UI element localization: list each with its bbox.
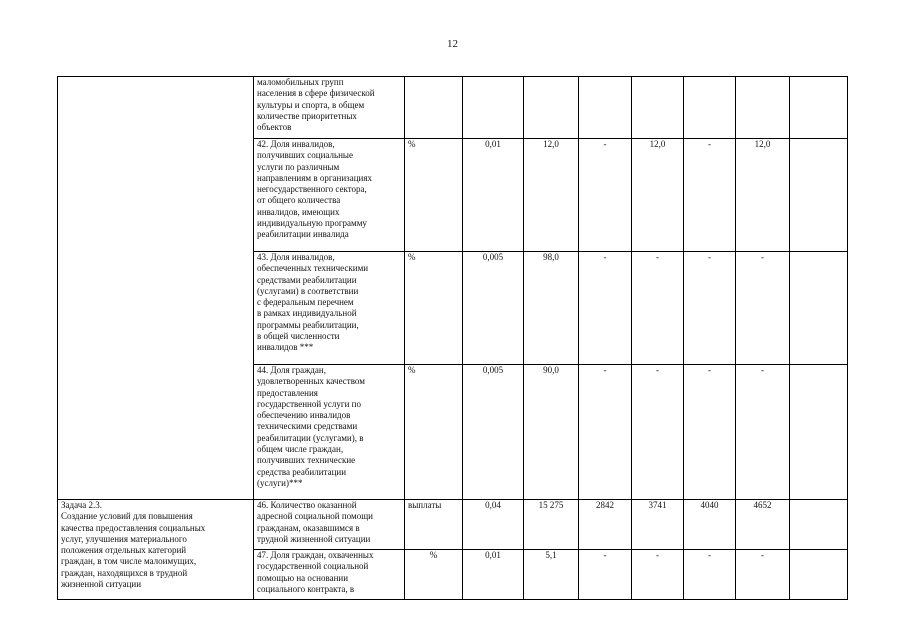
year-value-cell [790,365,848,500]
indicator-cell: 43. Доля инвалидов, обеспеченных техническими средствами реабилитации (услугами) в соответствии с федеральным перечнем в рамках индивидуальной программы реабилитации, в общей численности инвалидов *** [254,252,405,365]
weight-cell: 0,01 [463,550,524,600]
weight-cell: 0,04 [463,500,524,550]
indicator-cell: 47. Доля граждан, охваченных государственной социальной помощью на основании социального контракта, в [254,550,405,600]
weight-cell: 0,01 [463,139,524,252]
unit-cell: % [405,365,463,500]
year-value-cell: - [736,252,790,365]
unit-cell: % [405,550,463,600]
year-value-cell: - [579,550,632,600]
year-value-cell: - [684,252,736,365]
year-value-cell: - [736,550,790,600]
base-value-cell: 90,0 [524,365,579,500]
table-row [58,500,848,550]
indicator-cell: маломобильных групп населения в сфере физической культуры и спорта, в общем количестве приоритетных объектов [254,77,405,139]
year-value-cell: - [684,365,736,500]
indicator-cell: 46. Количество оказанной адресной социальной помощи гражданам, оказавшимся в трудной жизненной ситуации [254,500,405,550]
task-cell: Задача 2.3. Создание условий для повышения качества предоставления социальных услуг, улучшения материального положения отдельных категорий граждан, в том числе малоимущих, граждан, находящихся в трудной жизненной ситуации [58,500,254,600]
year-value-cell: - [632,252,684,365]
year-value-cell: - [632,550,684,600]
weight-cell [463,77,524,139]
year-value-cell: - [579,139,632,252]
table-row [58,77,848,139]
year-value-cell [736,77,790,139]
year-value-cell: 4040 [684,500,736,550]
year-value-cell [790,139,848,252]
weight-cell: 0,005 [463,365,524,500]
indicators-table [57,76,848,600]
unit-cell: выплаты [405,500,463,550]
indicator-cell: 44. Доля граждан, удовлетворенных качеством предоставления государственной услуги по обеспечению инвалидов техническими средствами реабилитации (услугами), в общем числе граждан, получивших технические средства реабилитации (услуги)*** [254,365,405,500]
unit-cell [405,77,463,139]
page-number: 12 [447,38,458,50]
year-value-cell [632,77,684,139]
year-value-cell: 12,0 [632,139,684,252]
year-value-cell: 12,0 [736,139,790,252]
year-value-cell [790,550,848,600]
year-value-cell [790,500,848,550]
year-value-cell: - [579,252,632,365]
year-value-cell: - [632,365,684,500]
base-value-cell: 12,0 [524,139,579,252]
weight-cell: 0,005 [463,252,524,365]
year-value-cell: - [579,365,632,500]
unit-cell: % [405,252,463,365]
year-value-cell: 3741 [632,500,684,550]
base-value-cell [524,77,579,139]
task-cell-empty [58,77,254,500]
year-value-cell [790,252,848,365]
base-value-cell: 98,0 [524,252,579,365]
unit-cell: % [405,139,463,252]
year-value-cell: 2842 [579,500,632,550]
base-value-cell: 5,1 [524,550,579,600]
year-value-cell: - [736,365,790,500]
year-value-cell [579,77,632,139]
base-value-cell: 15 275 [524,500,579,550]
year-value-cell: 4652 [736,500,790,550]
year-value-cell [684,77,736,139]
indicator-cell: 42. Доля инвалидов, получивших социальные услуги по различным направлениям в организациях негосударственного сектора, от общего количества инвалидов, имеющих индивидуальную программу реабилитации инвалида [254,139,405,252]
year-value-cell [790,77,848,139]
year-value-cell: - [684,139,736,252]
year-value-cell: - [684,550,736,600]
